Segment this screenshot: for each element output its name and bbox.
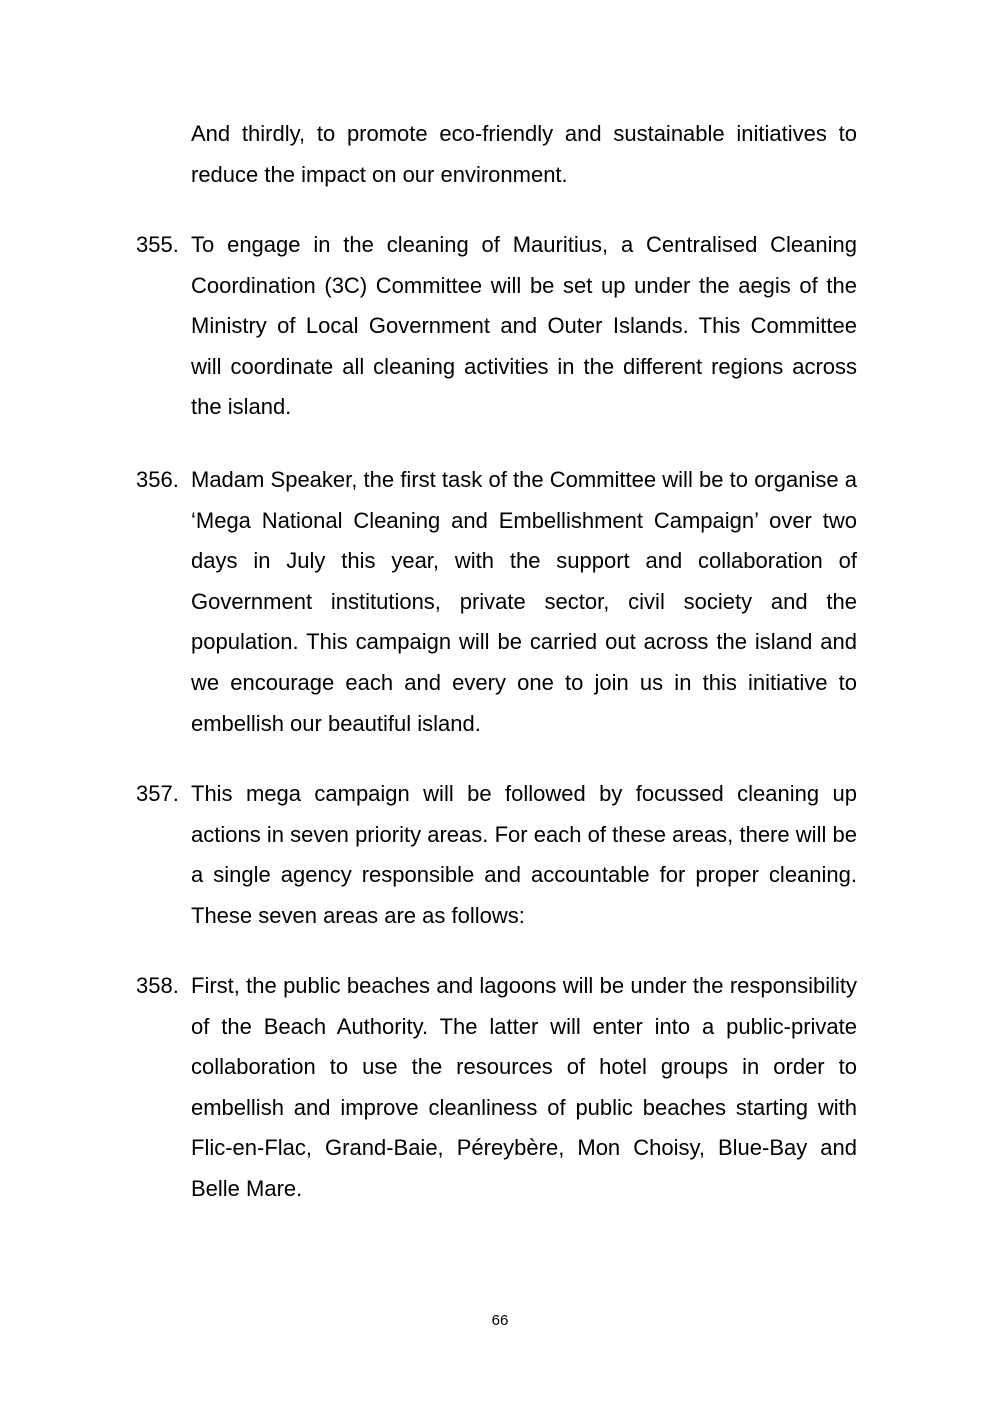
paragraph-357: This mega campaign will be followed by focussed cleaning up actions in seven priority areas. For each of these areas, there will be a single agency responsible and accountable for proper cleaning. These seven areas are as follows:	[191, 781, 857, 928]
paragraph-355: To engage in the cleaning of Mauritius, a Centralised Cleaning Coordination (3C) Committee will be set up under the aegis of the Ministry of Local Government and Outer Islands. This Committee will coordinate all cleaning activities in the different regions across the island.	[191, 232, 857, 420]
paragraph-358: First, the public beaches and lagoons will be under the responsibility of the Beach Authority. The latter will enter into a public-private collaboration to use the resources of hotel groups in order to embellish and improve cleanliness of public beaches starting with Flic-en-Flac, Grand-Baie, Péreybère, Mon Choisy, Blue-Bay and Belle Mare.	[191, 973, 857, 1201]
paragraph-number: 358.	[136, 973, 179, 998]
page-number: 66	[491, 1312, 509, 1329]
paragraph-number: 356.	[136, 467, 179, 492]
paragraph-356: Madam Speaker, the first task of the Committee will be to organise a ‘Mega National Cleaning and Embellishment Campaign’ over two days in July this year, with the support and collaboration of Government institutions, private sector, civil society and the population. This campaign will be carried out across the island and we encourage each and every one to join us in this initiative to embellish our beautiful island.	[191, 467, 857, 736]
paragraph-continuation: And thirdly, to promote eco-friendly and sustainable initiatives to reduce the impact on our environment.	[191, 121, 857, 187]
paragraph-number: 357.	[136, 781, 179, 806]
paragraph-number: 355.	[136, 232, 179, 257]
